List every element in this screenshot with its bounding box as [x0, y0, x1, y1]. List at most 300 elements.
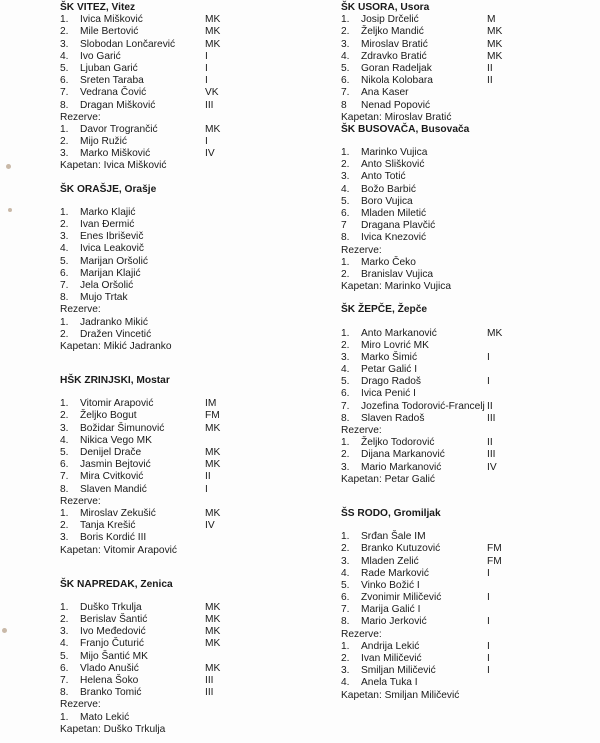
- player-row: [341, 220, 600, 232]
- player-number: 2.: [60, 219, 69, 230]
- reserves-label: Rezerve:: [60, 304, 101, 316]
- player-row: [341, 26, 600, 38]
- player-row: [341, 328, 600, 340]
- captain-line: Kapetan: Smiljan Miličević: [341, 689, 460, 701]
- player-name: Slaven Mandić: [80, 483, 147, 495]
- player-name: Anto Markanović: [361, 327, 437, 339]
- player-number: 8.: [341, 412, 350, 424]
- player-name: Mujo Trtak: [80, 292, 128, 304]
- player-number: 7.: [60, 471, 69, 483]
- player-number: 1.: [341, 437, 350, 449]
- captain-line: Kapetan: Petar Galić: [341, 473, 436, 485]
- player-name: Mile Bertović: [80, 26, 139, 38]
- player-number: 2.: [341, 449, 350, 461]
- player-row: [60, 63, 330, 75]
- player-row: [60, 663, 330, 675]
- player-row: [60, 687, 330, 699]
- player-number: 8.: [341, 232, 350, 244]
- player-name: Dijana Markanović: [361, 449, 445, 461]
- player-title: I: [487, 616, 490, 628]
- player-name: Denijel Drače: [80, 447, 142, 458]
- player-title: II: [487, 62, 493, 74]
- player-title: MK: [205, 662, 221, 674]
- player-name: Miroslav Bratić: [361, 38, 428, 50]
- player-row: [341, 592, 600, 604]
- player-name: Dražen Vincetić: [80, 328, 152, 340]
- player-name: Jadranko Mikić: [80, 316, 148, 328]
- player-number: 7: [341, 220, 347, 232]
- player-number: 5.: [341, 62, 350, 74]
- player-number: 5.: [60, 255, 69, 267]
- player-title: I: [205, 62, 208, 74]
- player-number: 2.: [60, 520, 69, 532]
- player-title: I: [205, 50, 208, 62]
- player-title: III: [205, 99, 214, 111]
- player-row: [60, 410, 330, 422]
- player-number: 4.: [341, 677, 350, 689]
- player-name: Ivica Mišković: [80, 14, 143, 26]
- team-block: [60, 2, 330, 184]
- team-title: ŠK BUSOVAČA, Busovača: [341, 123, 470, 135]
- player-row: [341, 568, 600, 580]
- player-row: [60, 100, 330, 112]
- player-name: Miro Lovrić MK: [361, 339, 429, 351]
- player-name: Franjo Čuturić: [80, 638, 144, 650]
- player-title: MK: [205, 626, 221, 638]
- player-title: IV: [205, 148, 215, 160]
- player-name: Marko Klajić: [80, 206, 136, 218]
- player-title: I: [487, 640, 490, 652]
- player-row: [60, 626, 330, 638]
- player-row: [60, 268, 330, 280]
- player-name: Branislav Vujica: [361, 268, 434, 280]
- team-title: ŠK NAPREDAK, Zenica: [60, 578, 173, 590]
- player-number: 2.: [341, 268, 350, 280]
- player-title: MK: [487, 327, 503, 339]
- team-title: ŠK VITEZ, Vitez: [60, 2, 136, 13]
- player-title: I: [487, 567, 490, 579]
- team-title: ŠK ORAŠJE, Orašje: [60, 183, 157, 195]
- player-name: Vinko Božić I: [361, 579, 420, 591]
- captain-line: Kapetan: Duško Trkulja: [60, 723, 166, 735]
- player-name: Marijan Oršolić: [80, 255, 148, 267]
- team-block: [60, 579, 330, 736]
- player-number: 6.: [60, 662, 69, 674]
- player-row: [341, 14, 600, 26]
- reserves-label: Rezerve:: [60, 699, 101, 711]
- player-row: [341, 604, 600, 616]
- player-number: 3.: [341, 171, 350, 183]
- reserve-row: [60, 317, 330, 329]
- player-row: [60, 651, 330, 663]
- player-number: 3.: [341, 665, 350, 677]
- spacer: [60, 591, 330, 602]
- player-number: 7.: [60, 675, 69, 686]
- player-name: Mira Cvitković: [80, 471, 144, 483]
- player-row: [341, 232, 600, 244]
- captain-line: Kapetan: Miroslav Bratić: [341, 111, 452, 123]
- spacer: [341, 520, 600, 531]
- player-name: Ivan Miličević: [361, 653, 422, 664]
- player-number: 2.: [341, 26, 350, 38]
- player-number: 3.: [341, 38, 350, 50]
- player-name: Ana Kaser: [361, 87, 409, 99]
- player-title: MK: [205, 447, 221, 458]
- player-row: [60, 602, 330, 614]
- team-block: [60, 184, 330, 375]
- reserves-label: Rezerve:: [341, 628, 382, 640]
- player-number: 1.: [341, 531, 350, 543]
- player-number: 1.: [60, 206, 69, 218]
- player-number: 8.: [60, 687, 69, 699]
- player-number: 6.: [60, 75, 69, 87]
- player-row: [341, 616, 600, 628]
- player-name: Mijo Šantić MK: [80, 650, 148, 662]
- reserve-row: [341, 257, 600, 269]
- player-number: 6.: [341, 388, 350, 400]
- player-title: II: [487, 437, 493, 449]
- player-name: Ivica Penić I: [361, 388, 416, 400]
- player-name: Anto Slišković: [361, 159, 425, 171]
- player-number: 5.: [60, 62, 69, 74]
- player-title: III: [487, 412, 496, 424]
- reserves-label: Rezerve:: [341, 244, 382, 256]
- player-row: [60, 75, 330, 87]
- player-number: 1.: [60, 601, 69, 613]
- player-number: 4.: [60, 434, 69, 446]
- player-name: Branko Tomić: [80, 687, 142, 699]
- player-number: 8.: [60, 483, 69, 495]
- spacer: [341, 293, 600, 304]
- player-name: Goran Radeljak: [361, 62, 432, 74]
- spacer: [60, 353, 330, 375]
- reserve-row: [60, 148, 330, 160]
- player-name: Dragan Mišković: [80, 99, 156, 111]
- player-title: MK: [205, 38, 221, 50]
- player-number: 5.: [60, 447, 69, 458]
- player-row: [341, 208, 600, 220]
- player-name: Vitomir Arapović: [80, 398, 154, 410]
- player-row: [60, 459, 330, 471]
- team-block: [341, 304, 600, 508]
- player-name: Andrija Lekić: [361, 640, 420, 652]
- player-number: 5.: [341, 376, 350, 388]
- team-title: ŠS RODO, Gromiljak: [341, 507, 441, 519]
- player-title: III: [205, 687, 214, 699]
- player-title: MK: [205, 614, 221, 626]
- player-row: [60, 447, 330, 459]
- player-number: 4.: [341, 567, 350, 579]
- player-title: FM: [487, 543, 502, 555]
- player-row: [60, 675, 330, 687]
- player-number: 7.: [60, 279, 69, 291]
- player-name: Jela Oršolić: [80, 279, 134, 291]
- team-block: [341, 124, 600, 304]
- player-row: [60, 471, 330, 483]
- player-number: 1.: [60, 398, 69, 410]
- player-name: Zvonimir Miličević: [361, 592, 442, 604]
- player-title: I: [487, 351, 490, 363]
- player-row: [341, 171, 600, 183]
- team-block: [341, 2, 600, 124]
- player-name: Nikica Vego MK: [80, 434, 152, 446]
- player-number: 2.: [60, 614, 69, 626]
- player-title: VK: [205, 87, 219, 99]
- player-title: II: [205, 471, 211, 483]
- player-name: Željko Bogut: [80, 410, 137, 422]
- player-row: [341, 159, 600, 171]
- spacer: [60, 196, 330, 207]
- player-title: MK: [487, 26, 503, 38]
- spacer: [341, 702, 600, 713]
- player-name: Davor Trogrančić: [80, 123, 158, 135]
- player-row: [341, 580, 600, 592]
- player-name: Božo Barbić: [361, 183, 416, 195]
- reserve-row: [341, 449, 600, 461]
- player-title: I: [205, 75, 208, 87]
- player-title: I: [487, 665, 490, 677]
- player-row: [60, 14, 330, 26]
- player-number: 8.: [341, 616, 350, 628]
- player-name: Srđan Šale IM: [361, 531, 426, 543]
- player-title: I: [487, 592, 490, 604]
- player-row: [341, 75, 600, 87]
- player-number: 7.: [60, 87, 69, 99]
- player-row: [341, 376, 600, 388]
- player-name: Mario Jerković: [361, 616, 427, 628]
- player-title: III: [205, 675, 214, 686]
- reserve-row: [60, 124, 330, 136]
- player-number: 1.: [341, 640, 350, 652]
- player-name: Dragana Plavčić: [361, 220, 436, 232]
- player-title: IM: [205, 398, 217, 410]
- player-row: [341, 543, 600, 555]
- player-title: MK: [205, 422, 221, 434]
- spacer: [60, 387, 330, 398]
- player-number: 2.: [341, 653, 350, 664]
- team-block: [341, 508, 600, 713]
- player-row: [60, 219, 330, 231]
- spacer: [60, 173, 330, 184]
- player-title: I: [205, 136, 208, 148]
- player-row: [60, 26, 330, 38]
- player-number: 3.: [60, 626, 69, 638]
- player-row: [60, 435, 330, 447]
- player-number: 2.: [341, 339, 350, 351]
- player-row: [60, 51, 330, 63]
- player-number: 1.: [60, 507, 69, 519]
- player-title: FM: [487, 555, 502, 567]
- player-name: Marko Čeko: [361, 256, 416, 268]
- reserve-row: [341, 653, 600, 665]
- player-row: [60, 256, 330, 268]
- player-title: MK: [205, 26, 221, 38]
- player-number: 6.: [341, 75, 350, 87]
- player-number: 2.: [60, 26, 69, 38]
- player-number: 2.: [341, 159, 350, 171]
- player-name: Anto Totić: [361, 171, 406, 183]
- player-row: [341, 340, 600, 352]
- player-row: [341, 413, 600, 425]
- player-row: [341, 100, 600, 112]
- player-name: Željko Todorović: [361, 437, 435, 449]
- player-number: 8: [341, 99, 347, 111]
- player-name: Boris Kordić III: [80, 532, 147, 544]
- player-name: Enes Ibriševič: [80, 231, 144, 243]
- player-name: Ivo Garić: [80, 50, 121, 62]
- player-number: 4.: [60, 50, 69, 62]
- player-name: Branko Kutuzović: [361, 543, 441, 555]
- player-name: Helena Šoko: [80, 675, 139, 686]
- reserves-label: Rezerve:: [60, 111, 101, 123]
- player-name: Ivo Međedović: [80, 626, 146, 638]
- player-row: [341, 196, 600, 208]
- reserve-row: [341, 641, 600, 653]
- player-name: Slaven Radoš: [361, 412, 425, 424]
- player-row: [341, 147, 600, 159]
- team-title: ŠK USORA, Usora: [341, 2, 430, 13]
- player-number: 3.: [60, 38, 69, 50]
- player-name: Sreten Taraba: [80, 75, 144, 87]
- player-name: Boro Vujica: [361, 195, 413, 207]
- player-number: 4.: [341, 183, 350, 195]
- player-number: 3.: [341, 461, 350, 473]
- player-row: [60, 423, 330, 435]
- player-title: MK: [205, 638, 221, 650]
- reserve-row: [60, 532, 330, 544]
- scan-speck: [6, 164, 11, 169]
- scan-speck: [2, 628, 7, 633]
- player-title: IV: [205, 520, 215, 532]
- player-row: [341, 63, 600, 75]
- player-title: FM: [205, 410, 220, 422]
- player-number: 6.: [60, 459, 69, 471]
- player-number: 1.: [341, 327, 350, 339]
- reserve-row: [60, 329, 330, 341]
- spacer: [60, 557, 330, 579]
- player-title: I: [487, 653, 490, 664]
- reserve-row: [341, 677, 600, 689]
- player-name: Josip Drčelić: [361, 14, 419, 26]
- player-name: Vlado Anušić: [80, 662, 139, 674]
- player-name: Marijan Klajić: [80, 267, 141, 279]
- player-row: [341, 401, 600, 413]
- player-name: Željko Mandić: [361, 26, 424, 38]
- player-name: Zdravko Bratić: [361, 50, 427, 62]
- player-row: [60, 292, 330, 304]
- team-block: [60, 375, 330, 579]
- captain-line: Kapetan: Vitomir Arapović: [60, 544, 178, 556]
- reserve-row: [341, 462, 600, 474]
- player-row: [60, 614, 330, 626]
- player-row: [341, 39, 600, 51]
- reserve-row: [341, 437, 600, 449]
- player-number: 1.: [60, 711, 69, 723]
- reserve-row: [60, 136, 330, 148]
- spacer: [341, 136, 600, 147]
- right-column: [341, 2, 600, 713]
- player-name: Ljuban Garić: [80, 62, 138, 74]
- player-number: 7.: [341, 604, 350, 616]
- player-number: 7.: [341, 400, 350, 412]
- player-name: Jasmin Bejtović: [80, 459, 151, 471]
- player-name: Marinko Vujica: [361, 147, 428, 159]
- player-number: 6.: [341, 592, 350, 604]
- player-title: I: [487, 376, 490, 388]
- player-number: 6.: [60, 267, 69, 279]
- player-row: [60, 207, 330, 219]
- spacer: [341, 317, 600, 328]
- player-name: Duško Trkulja: [80, 601, 142, 613]
- player-row: [341, 364, 600, 376]
- player-number: 1.: [341, 147, 350, 159]
- player-number: 8.: [60, 292, 69, 304]
- player-row: [341, 51, 600, 63]
- player-name: Anela Tuka I: [361, 677, 418, 689]
- player-number: 3.: [60, 532, 69, 544]
- captain-line: Kapetan: Mikić Jadranko: [60, 340, 172, 352]
- player-title: IV: [487, 461, 497, 473]
- player-row: [341, 352, 600, 364]
- player-number: 3.: [60, 148, 69, 160]
- captain-line: Kapetan: Ivica Mišković: [60, 160, 167, 172]
- player-name: Ivica Leakovič: [80, 243, 144, 255]
- player-name: Slobodan Lončarević: [80, 38, 176, 50]
- reserve-row: [341, 665, 600, 677]
- player-name: Mato Lekić: [80, 711, 130, 723]
- player-name: Nenad Popović: [361, 99, 431, 111]
- player-name: Ivan Đermić: [80, 219, 135, 230]
- team-title: ŠK ŽEPČE, Žepče: [341, 304, 428, 316]
- player-title: MK: [205, 123, 221, 135]
- player-number: 1.: [341, 14, 350, 26]
- player-title: III: [487, 449, 496, 461]
- player-name: Berislav Šantić: [80, 614, 148, 626]
- player-number: 7.: [341, 87, 350, 99]
- player-number: 1.: [60, 14, 69, 26]
- player-row: [60, 231, 330, 243]
- player-number: 1.: [60, 123, 69, 135]
- player-number: 5.: [341, 195, 350, 207]
- player-name: Miroslav Zekušić: [80, 507, 156, 519]
- player-name: Ivica Knezović: [361, 232, 427, 244]
- player-title: II: [487, 75, 493, 87]
- player-number: 1.: [341, 256, 350, 268]
- player-title: MK: [487, 38, 503, 50]
- player-title: I: [205, 483, 208, 495]
- player-row: [341, 556, 600, 568]
- player-number: 3.: [60, 231, 69, 243]
- player-row: [341, 184, 600, 196]
- player-number: 3.: [341, 351, 350, 363]
- player-title: MK: [205, 601, 221, 613]
- player-number: 2.: [60, 328, 69, 340]
- player-name: Smiljan Miličević: [361, 665, 436, 677]
- reserves-label: Rezerve:: [341, 425, 382, 436]
- player-name: Marija Galić I: [361, 604, 421, 616]
- player-row: [60, 484, 330, 496]
- player-title: MK: [205, 459, 221, 471]
- player-name: Marko Mišković: [80, 148, 151, 160]
- player-name: Božidar Šimunović: [80, 422, 165, 434]
- player-name: Tanja Krešić: [80, 520, 136, 532]
- player-number: 4.: [341, 50, 350, 62]
- player-number: 4.: [60, 638, 69, 650]
- player-title: MK: [205, 507, 221, 519]
- player-name: Mladen Zelić: [361, 555, 419, 567]
- player-number: 2.: [60, 410, 69, 422]
- team-title: HŠK ZRINJSKI, Mostar: [60, 375, 170, 387]
